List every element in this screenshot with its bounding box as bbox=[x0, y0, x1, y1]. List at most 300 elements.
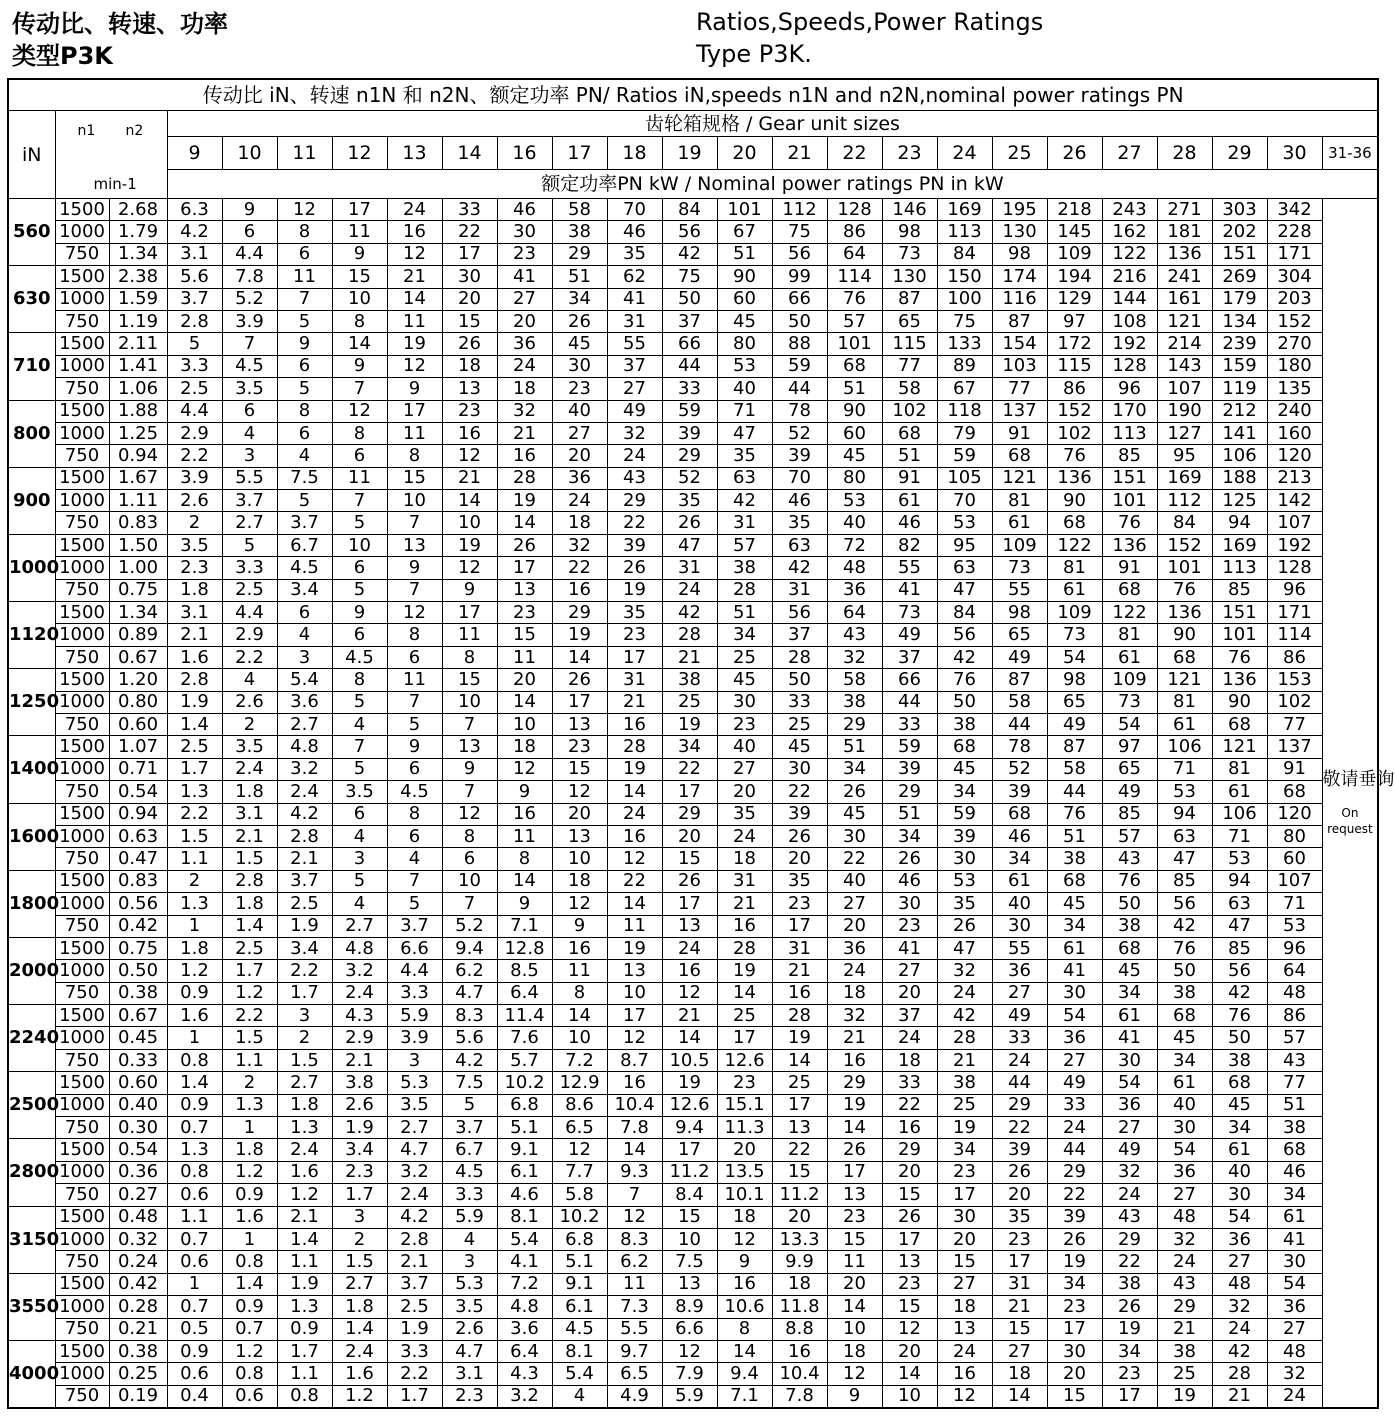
power-cell: 21 bbox=[662, 646, 717, 668]
table-row bbox=[8, 333, 1378, 355]
ratio-cell: 1600 bbox=[8, 803, 55, 870]
power-cell: 243 bbox=[1102, 199, 1157, 221]
power-cell: 50 bbox=[662, 288, 717, 310]
power-cell: 38 bbox=[937, 1072, 992, 1094]
table-row bbox=[8, 736, 1378, 758]
power-cell: 38 bbox=[1047, 848, 1102, 870]
ratio-cell: 3550 bbox=[8, 1273, 55, 1340]
power-cell: 2.4 bbox=[277, 781, 332, 803]
power-cell: 61 bbox=[992, 870, 1047, 892]
power-cell: 22 bbox=[607, 870, 662, 892]
power-cell: 6 bbox=[387, 825, 442, 847]
power-cell: 0.9 bbox=[167, 1094, 222, 1116]
power-cell: 3.1 bbox=[222, 803, 277, 825]
power-cell: 10 bbox=[827, 1318, 882, 1340]
power-cell: 28 bbox=[497, 467, 552, 489]
n1-cell: 1000 bbox=[55, 691, 109, 713]
power-cell: 21 bbox=[387, 266, 442, 288]
power-cell: 81 bbox=[1212, 758, 1267, 780]
power-cell: 16 bbox=[717, 915, 772, 937]
power-cell: 61 bbox=[1157, 713, 1212, 735]
n2-cell: 0.83 bbox=[109, 512, 167, 534]
power-cell: 1.9 bbox=[277, 915, 332, 937]
power-cell: 19 bbox=[717, 960, 772, 982]
power-cell: 32 bbox=[497, 400, 552, 422]
power-cell: 12 bbox=[662, 982, 717, 1004]
power-cell: 12.9 bbox=[552, 1072, 607, 1094]
power-cell: 0.7 bbox=[167, 1296, 222, 1318]
power-cell: 24 bbox=[937, 982, 992, 1004]
n1-cell: 1000 bbox=[55, 1296, 109, 1318]
power-cell: 39 bbox=[662, 422, 717, 444]
power-cell: 2.2 bbox=[167, 803, 222, 825]
power-cell: 1.3 bbox=[277, 1117, 332, 1139]
power-cell: 14 bbox=[827, 1117, 882, 1139]
n1-cell: 1500 bbox=[55, 467, 109, 489]
n1-cell: 1500 bbox=[55, 1005, 109, 1027]
n1-cell: 1000 bbox=[55, 355, 109, 377]
n1-cell: 1500 bbox=[55, 1340, 109, 1362]
power-cell: 34 bbox=[1212, 1117, 1267, 1139]
power-cell: 1.5 bbox=[277, 1049, 332, 1071]
power-cell: 76 bbox=[1157, 579, 1212, 601]
power-cell: 40 bbox=[1157, 1094, 1212, 1116]
power-cell: 15.1 bbox=[717, 1094, 772, 1116]
power-cell: 6.3 bbox=[167, 199, 222, 221]
power-cell: 190 bbox=[1157, 400, 1212, 422]
power-cell: 16 bbox=[552, 579, 607, 601]
power-cell: 151 bbox=[1102, 467, 1157, 489]
power-cell: 12 bbox=[442, 803, 497, 825]
power-cell: 56 bbox=[937, 624, 992, 646]
power-cell: 2.5 bbox=[167, 736, 222, 758]
power-cell: 10 bbox=[332, 288, 387, 310]
power-cell: 9.1 bbox=[552, 1273, 607, 1295]
power-cell: 112 bbox=[1157, 490, 1212, 512]
power-cell: 40 bbox=[717, 736, 772, 758]
power-cell: 4.8 bbox=[332, 937, 387, 959]
n1-cell: 1500 bbox=[55, 1273, 109, 1295]
ratings-table bbox=[7, 78, 1395, 1409]
n2-cell: 0.38 bbox=[109, 1340, 167, 1362]
power-cell: 39 bbox=[992, 781, 1047, 803]
n2-cell: 0.25 bbox=[109, 1363, 167, 1385]
power-cell: 3 bbox=[332, 848, 387, 870]
power-cell: 26 bbox=[607, 557, 662, 579]
power-cell: 23 bbox=[992, 1228, 1047, 1250]
power-cell: 50 bbox=[1212, 1027, 1267, 1049]
power-cell: 27 bbox=[1047, 1049, 1102, 1071]
power-cell: 0.4 bbox=[167, 1385, 222, 1408]
power-cell: 20 bbox=[497, 310, 552, 332]
n1-cell: 1500 bbox=[55, 199, 109, 221]
power-cell: 18 bbox=[937, 1296, 992, 1318]
power-cell: 11 bbox=[332, 221, 387, 243]
power-cell: 4 bbox=[332, 825, 387, 847]
power-cell: 29 bbox=[827, 713, 882, 735]
power-cell: 21 bbox=[1157, 1318, 1212, 1340]
power-cell: 23 bbox=[497, 602, 552, 624]
power-cell: 76 bbox=[1047, 803, 1102, 825]
power-cell: 21 bbox=[827, 1027, 882, 1049]
power-cell: 13.5 bbox=[717, 1161, 772, 1183]
table-row bbox=[8, 557, 1378, 579]
power-cell: 15 bbox=[387, 467, 442, 489]
power-cell: 5 bbox=[332, 512, 387, 534]
power-cell: 1.5 bbox=[222, 848, 277, 870]
gear-size-header: 21 bbox=[772, 137, 827, 170]
power-cell: 120 bbox=[1267, 445, 1322, 467]
power-cell: 136 bbox=[1212, 669, 1267, 691]
power-cell: 6.5 bbox=[552, 1117, 607, 1139]
power-cell: 1.5 bbox=[167, 825, 222, 847]
power-cell: 43 bbox=[1267, 1049, 1322, 1071]
power-cell: 1.8 bbox=[332, 1296, 387, 1318]
table-row bbox=[8, 982, 1378, 1004]
power-cell: 61 bbox=[1047, 579, 1102, 601]
power-cell: 20 bbox=[937, 1228, 992, 1250]
power-cell: 4.8 bbox=[277, 736, 332, 758]
power-cell: 29 bbox=[1157, 1296, 1212, 1318]
power-cell: 9 bbox=[387, 557, 442, 579]
power-cell: 2.1 bbox=[222, 825, 277, 847]
power-cell: 9 bbox=[332, 602, 387, 624]
power-cell: 4.4 bbox=[222, 602, 277, 624]
power-cell: 35 bbox=[607, 243, 662, 265]
power-cell: 30 bbox=[497, 221, 552, 243]
power-cell: 2 bbox=[332, 1228, 387, 1250]
power-cell: 6.8 bbox=[497, 1094, 552, 1116]
power-cell: 36 bbox=[1047, 1027, 1102, 1049]
n2-cell: 0.80 bbox=[109, 691, 167, 713]
power-cell: 6 bbox=[277, 602, 332, 624]
power-cell: 17 bbox=[882, 1228, 937, 1250]
power-cell: 12 bbox=[827, 1363, 882, 1385]
power-cell: 9.4 bbox=[662, 1117, 717, 1139]
power-cell: 37 bbox=[607, 355, 662, 377]
power-cell: 23 bbox=[497, 243, 552, 265]
power-cell: 6 bbox=[332, 624, 387, 646]
power-cell: 152 bbox=[1047, 400, 1102, 422]
power-cell: 17 bbox=[772, 915, 827, 937]
n1-cell: 750 bbox=[55, 310, 109, 332]
power-cell: 6 bbox=[222, 400, 277, 422]
power-cell: 16 bbox=[607, 1072, 662, 1094]
power-cell: 52 bbox=[662, 467, 717, 489]
power-cell: 47 bbox=[937, 937, 992, 959]
power-cell: 2.8 bbox=[222, 870, 277, 892]
power-cell: 38 bbox=[717, 557, 772, 579]
power-cell: 152 bbox=[1157, 534, 1212, 556]
power-cell: 133 bbox=[937, 333, 992, 355]
power-cell: 2.5 bbox=[277, 893, 332, 915]
ratio-cell: 2240 bbox=[8, 1005, 55, 1072]
power-cell: 91 bbox=[882, 467, 937, 489]
power-cell: 143 bbox=[1157, 355, 1212, 377]
power-cell: 5 bbox=[277, 378, 332, 400]
power-cell: 114 bbox=[1267, 624, 1322, 646]
power-cell: 51 bbox=[827, 378, 882, 400]
power-cell: 61 bbox=[1047, 937, 1102, 959]
n2-cell: 1.20 bbox=[109, 669, 167, 691]
power-cell: 1.4 bbox=[167, 1072, 222, 1094]
power-cell: 76 bbox=[1102, 870, 1157, 892]
n1-cell: 1500 bbox=[55, 803, 109, 825]
power-cell: 11 bbox=[497, 825, 552, 847]
power-cell: 76 bbox=[1047, 445, 1102, 467]
power-cell: 58 bbox=[827, 669, 882, 691]
power-cell: 1.1 bbox=[167, 848, 222, 870]
power-cell: 16 bbox=[387, 221, 442, 243]
power-cell: 72 bbox=[827, 534, 882, 556]
power-cell: 86 bbox=[1267, 646, 1322, 668]
power-cell: 5.7 bbox=[497, 1049, 552, 1071]
power-cell: 53 bbox=[717, 355, 772, 377]
power-cell: 0.9 bbox=[222, 1184, 277, 1206]
power-cell: 76 bbox=[827, 288, 882, 310]
power-cell: 50 bbox=[1157, 960, 1212, 982]
power-cell: 11.2 bbox=[772, 1184, 827, 1206]
power-cell: 136 bbox=[1157, 243, 1212, 265]
power-cell: 32 bbox=[552, 534, 607, 556]
power-cell: 26 bbox=[552, 669, 607, 691]
power-cell: 5 bbox=[167, 333, 222, 355]
power-cell: 48 bbox=[1267, 982, 1322, 1004]
power-cell: 63 bbox=[1157, 825, 1212, 847]
table-row bbox=[8, 1206, 1378, 1228]
power-cell: 4.5 bbox=[222, 355, 277, 377]
power-cell: 17 bbox=[717, 1027, 772, 1049]
power-cell: 45 bbox=[1102, 960, 1157, 982]
power-cell: 45 bbox=[937, 758, 992, 780]
power-cell: 68 bbox=[1157, 646, 1212, 668]
power-cell: 304 bbox=[1267, 266, 1322, 288]
n1-cell: 1000 bbox=[55, 490, 109, 512]
gear-size-header: 30 bbox=[1267, 137, 1322, 170]
power-cell: 25 bbox=[1157, 1363, 1212, 1385]
power-cell: 3.4 bbox=[332, 1139, 387, 1161]
power-cell: 0.8 bbox=[277, 1385, 332, 1408]
power-cell: 51 bbox=[882, 803, 937, 825]
power-cell: 12 bbox=[552, 893, 607, 915]
power-cell: 2.3 bbox=[332, 1161, 387, 1183]
power-cell: 26 bbox=[992, 1161, 1047, 1183]
power-cell: 4.5 bbox=[552, 1318, 607, 1340]
power-cell: 3 bbox=[332, 1206, 387, 1228]
power-cell: 122 bbox=[1102, 602, 1157, 624]
power-cell: 23 bbox=[717, 1072, 772, 1094]
power-cell: 30 bbox=[827, 825, 882, 847]
power-cell: 1.7 bbox=[277, 982, 332, 1004]
power-cell: 213 bbox=[1267, 467, 1322, 489]
power-cell: 19 bbox=[827, 1094, 882, 1116]
power-cell: 15 bbox=[332, 266, 387, 288]
power-cell: 16 bbox=[882, 1117, 937, 1139]
power-cell: 6.1 bbox=[552, 1296, 607, 1318]
power-cell: 1.8 bbox=[277, 1094, 332, 1116]
power-cell: 45 bbox=[717, 310, 772, 332]
power-cell: 41 bbox=[1047, 960, 1102, 982]
power-cell: 61 bbox=[1102, 646, 1157, 668]
power-cell: 6.1 bbox=[497, 1161, 552, 1183]
power-cell: 1.4 bbox=[222, 915, 277, 937]
power-cell: 8.9 bbox=[662, 1296, 717, 1318]
power-cell: 39 bbox=[1047, 1206, 1102, 1228]
n1-cell: 750 bbox=[55, 848, 109, 870]
power-cell: 55 bbox=[992, 937, 1047, 959]
power-cell: 2.8 bbox=[277, 825, 332, 847]
power-cell: 19 bbox=[662, 713, 717, 735]
power-cell: 45 bbox=[717, 669, 772, 691]
power-cell: 4 bbox=[387, 848, 442, 870]
power-cell: 4.3 bbox=[332, 1005, 387, 1027]
power-cell: 34 bbox=[717, 624, 772, 646]
power-cell: 7 bbox=[442, 893, 497, 915]
power-cell: 68 bbox=[1047, 870, 1102, 892]
power-cell: 2.1 bbox=[387, 1251, 442, 1273]
power-cell: 2.6 bbox=[167, 490, 222, 512]
power-cell: 11.4 bbox=[497, 1005, 552, 1027]
power-cell: 43 bbox=[607, 467, 662, 489]
power-cell: 27 bbox=[992, 982, 1047, 1004]
power-cell: 7 bbox=[442, 781, 497, 803]
power-cell: 2.5 bbox=[222, 937, 277, 959]
power-cell: 27 bbox=[992, 1340, 1047, 1362]
n2-cell: 0.94 bbox=[109, 803, 167, 825]
power-cell: 8 bbox=[332, 310, 387, 332]
power-cell: 28 bbox=[717, 937, 772, 959]
power-cell: 20 bbox=[497, 669, 552, 691]
power-cell: 12 bbox=[607, 848, 662, 870]
power-cell: 14 bbox=[387, 288, 442, 310]
power-cell: 7.2 bbox=[552, 1049, 607, 1071]
ratio-cell: 1400 bbox=[8, 736, 55, 803]
power-cell: 26 bbox=[552, 310, 607, 332]
n1-cell: 750 bbox=[55, 1318, 109, 1340]
power-cell: 84 bbox=[1157, 512, 1212, 534]
power-cell: 1.3 bbox=[277, 1296, 332, 1318]
power-cell: 7.8 bbox=[772, 1385, 827, 1408]
title-en: Ratios,Speeds,Power Ratings bbox=[696, 8, 1044, 36]
power-cell: 13.3 bbox=[772, 1228, 827, 1250]
gear-size-header: 28 bbox=[1157, 137, 1212, 170]
power-cell: 13 bbox=[497, 579, 552, 601]
power-cell: 47 bbox=[1157, 848, 1212, 870]
table-row bbox=[8, 355, 1378, 377]
power-cell: 113 bbox=[937, 221, 992, 243]
power-cell: 0.7 bbox=[167, 1117, 222, 1139]
power-cell: 15 bbox=[882, 1184, 937, 1206]
power-cell: 115 bbox=[882, 333, 937, 355]
power-cell: 212 bbox=[1212, 400, 1267, 422]
power-cell: 43 bbox=[827, 624, 882, 646]
power-cell: 101 bbox=[717, 199, 772, 221]
power-cell: 4.8 bbox=[497, 1296, 552, 1318]
power-cell: 8 bbox=[332, 669, 387, 691]
power-cell: 32 bbox=[827, 1005, 882, 1027]
power-cell: 1 bbox=[222, 1228, 277, 1250]
power-cell: 6.2 bbox=[442, 960, 497, 982]
power-cell: 54 bbox=[1102, 713, 1157, 735]
power-cell: 34 bbox=[992, 848, 1047, 870]
power-cell: 2.3 bbox=[167, 557, 222, 579]
table-row bbox=[8, 937, 1378, 959]
power-cell: 23 bbox=[772, 893, 827, 915]
power-cell: 7.7 bbox=[552, 1161, 607, 1183]
power-cell: 36 bbox=[827, 937, 882, 959]
power-cell: 3.7 bbox=[167, 288, 222, 310]
power-cell: 6.5 bbox=[607, 1363, 662, 1385]
power-cell: 34 bbox=[1047, 915, 1102, 937]
power-cell: 9 bbox=[497, 781, 552, 803]
power-cell: 37 bbox=[882, 1005, 937, 1027]
power-cell: 10.6 bbox=[717, 1296, 772, 1318]
power-cell: 44 bbox=[1047, 781, 1102, 803]
power-cell: 77 bbox=[1267, 1072, 1322, 1094]
power-cell: 4.4 bbox=[167, 400, 222, 422]
power-cell: 61 bbox=[882, 490, 937, 512]
power-cell: 7 bbox=[387, 512, 442, 534]
power-cell: 169 bbox=[1212, 534, 1267, 556]
power-cell: 17 bbox=[332, 199, 387, 221]
power-cell: 19 bbox=[607, 937, 662, 959]
power-cell: 27 bbox=[1102, 1117, 1157, 1139]
power-cell: 68 bbox=[992, 803, 1047, 825]
power-cell: 2.4 bbox=[332, 982, 387, 1004]
power-cell: 61 bbox=[992, 512, 1047, 534]
power-cell: 122 bbox=[1047, 534, 1102, 556]
power-cell: 4.3 bbox=[497, 1363, 552, 1385]
table-row bbox=[8, 378, 1378, 400]
power-cell: 12 bbox=[387, 243, 442, 265]
power-cell: 137 bbox=[992, 400, 1047, 422]
power-cell: 20 bbox=[827, 1273, 882, 1295]
power-cell: 11.2 bbox=[662, 1161, 717, 1183]
power-cell: 17 bbox=[827, 1161, 882, 1183]
n2-cell: 0.75 bbox=[109, 937, 167, 959]
power-cell: 34 bbox=[1267, 1184, 1322, 1206]
power-cell: 144 bbox=[1102, 288, 1157, 310]
power-cell: 78 bbox=[772, 400, 827, 422]
power-cell: 24 bbox=[607, 445, 662, 467]
power-cell: 109 bbox=[992, 534, 1047, 556]
power-cell: 136 bbox=[1157, 602, 1212, 624]
table-row bbox=[8, 848, 1378, 870]
n1-cell: 750 bbox=[55, 982, 109, 1004]
n1-cell: 1000 bbox=[55, 422, 109, 444]
power-cell: 135 bbox=[1267, 378, 1322, 400]
n1-cell: 1000 bbox=[55, 960, 109, 982]
power-cell: 3.5 bbox=[222, 736, 277, 758]
power-cell: 87 bbox=[1047, 736, 1102, 758]
table-row bbox=[8, 1296, 1378, 1318]
n2-cell: 0.54 bbox=[109, 781, 167, 803]
power-cell: 4 bbox=[222, 422, 277, 444]
power-cell: 80 bbox=[717, 333, 772, 355]
power-cell: 73 bbox=[882, 243, 937, 265]
n2-cell: 0.67 bbox=[109, 1005, 167, 1027]
power-cell: 17 bbox=[1047, 1318, 1102, 1340]
power-cell: 1.6 bbox=[277, 1161, 332, 1183]
power-cell: 17 bbox=[662, 893, 717, 915]
power-cell: 41 bbox=[882, 937, 937, 959]
power-cell: 54 bbox=[1267, 1273, 1322, 1295]
power-cell: 12.6 bbox=[717, 1049, 772, 1071]
power-cell: 1.9 bbox=[387, 1318, 442, 1340]
gear-size-header: 29 bbox=[1212, 137, 1267, 170]
n2-cell: 0.30 bbox=[109, 1117, 167, 1139]
gear-size-header: 24 bbox=[937, 137, 992, 170]
